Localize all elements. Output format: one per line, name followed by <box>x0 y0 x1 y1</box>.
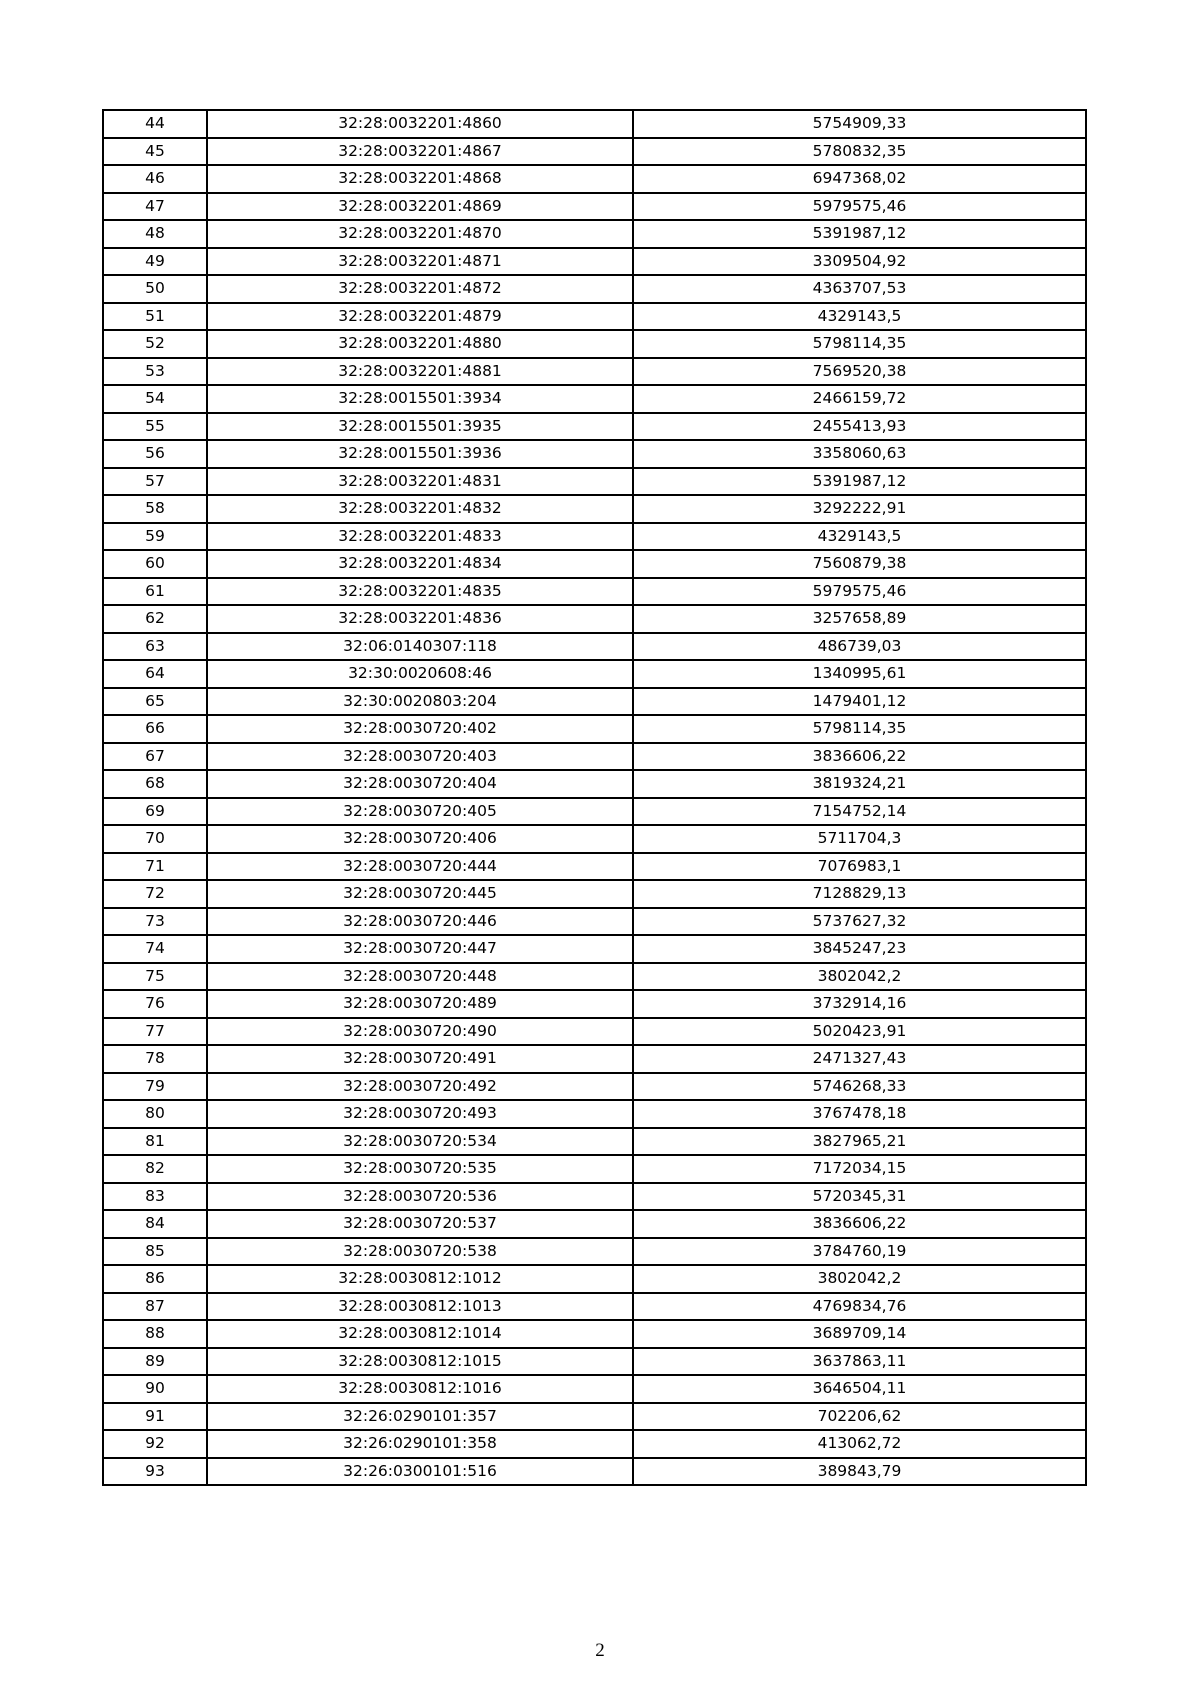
value-cell: 1340995,61 <box>633 660 1086 688</box>
value-cell: 7569520,38 <box>633 358 1086 386</box>
table-row <box>103 523 1086 551</box>
row-number-cell: 72 <box>103 880 207 908</box>
value-cell: 5780832,35 <box>633 138 1086 166</box>
cadastral-number-cell: 32:28:0030812:1014 <box>207 1320 633 1348</box>
row-number-cell: 53 <box>103 358 207 386</box>
table-row <box>103 633 1086 661</box>
cadastral-number-cell: 32:28:0015501:3936 <box>207 440 633 468</box>
value-cell: 4769834,76 <box>633 1293 1086 1321</box>
table-row <box>103 1265 1086 1293</box>
cadastral-number-cell: 32:28:0030812:1013 <box>207 1293 633 1321</box>
value-cell: 702206,62 <box>633 1403 1086 1431</box>
table-row <box>103 1403 1086 1431</box>
cadastral-number-cell: 32:28:0030720:534 <box>207 1128 633 1156</box>
table-row <box>103 990 1086 1018</box>
row-number-cell: 51 <box>103 303 207 331</box>
cadastral-number-cell: 32:30:0020803:204 <box>207 688 633 716</box>
row-number-cell: 45 <box>103 138 207 166</box>
value-cell: 5798114,35 <box>633 330 1086 358</box>
value-cell: 3802042,2 <box>633 1265 1086 1293</box>
table-row <box>103 715 1086 743</box>
row-number-cell: 46 <box>103 165 207 193</box>
table-row <box>103 330 1086 358</box>
row-number-cell: 57 <box>103 468 207 496</box>
cadastral-number-cell: 32:30:0020608:46 <box>207 660 633 688</box>
table-row <box>103 853 1086 881</box>
row-number-cell: 58 <box>103 495 207 523</box>
table-row <box>103 440 1086 468</box>
cadastral-number-cell: 32:28:0030720:446 <box>207 908 633 936</box>
value-cell: 3827965,21 <box>633 1128 1086 1156</box>
cadastral-number-cell: 32:28:0032201:4860 <box>207 110 633 138</box>
table-row <box>103 358 1086 386</box>
table-row <box>103 688 1086 716</box>
cadastral-number-cell: 32:28:0032201:4831 <box>207 468 633 496</box>
value-cell: 7172034,15 <box>633 1155 1086 1183</box>
row-number-cell: 79 <box>103 1073 207 1101</box>
value-cell: 2455413,93 <box>633 413 1086 441</box>
row-number-cell: 74 <box>103 935 207 963</box>
row-number-cell: 90 <box>103 1375 207 1403</box>
value-cell: 3637863,11 <box>633 1348 1086 1376</box>
cadastral-number-cell: 32:28:0030720:445 <box>207 880 633 908</box>
row-number-cell: 73 <box>103 908 207 936</box>
row-number-cell: 52 <box>103 330 207 358</box>
row-number-cell: 88 <box>103 1320 207 1348</box>
row-number-cell: 86 <box>103 1265 207 1293</box>
table-row <box>103 1073 1086 1101</box>
table-row <box>103 248 1086 276</box>
cadastral-number-cell: 32:28:0032201:4867 <box>207 138 633 166</box>
row-number-cell: 80 <box>103 1100 207 1128</box>
value-cell: 5746268,33 <box>633 1073 1086 1101</box>
value-cell: 3819324,21 <box>633 770 1086 798</box>
row-number-cell: 92 <box>103 1430 207 1458</box>
cadastral-number-cell: 32:06:0140307:118 <box>207 633 633 661</box>
value-cell: 7154752,14 <box>633 798 1086 826</box>
cadastral-number-cell: 32:28:0030720:537 <box>207 1210 633 1238</box>
cadastral-number-cell: 32:28:0032201:4868 <box>207 165 633 193</box>
row-number-cell: 55 <box>103 413 207 441</box>
cadastral-number-cell: 32:28:0030720:493 <box>207 1100 633 1128</box>
table-row <box>103 550 1086 578</box>
value-cell: 413062,72 <box>633 1430 1086 1458</box>
value-cell: 5711704,3 <box>633 825 1086 853</box>
cadastral-number-cell: 32:28:0030812:1016 <box>207 1375 633 1403</box>
value-cell: 3767478,18 <box>633 1100 1086 1128</box>
cadastral-number-cell: 32:28:0032201:4881 <box>207 358 633 386</box>
value-cell: 5720345,31 <box>633 1183 1086 1211</box>
value-cell: 3257658,89 <box>633 605 1086 633</box>
cadastral-number-cell: 32:28:0030720:402 <box>207 715 633 743</box>
value-cell: 3646504,11 <box>633 1375 1086 1403</box>
value-cell: 3732914,16 <box>633 990 1086 1018</box>
row-number-cell: 83 <box>103 1183 207 1211</box>
row-number-cell: 66 <box>103 715 207 743</box>
value-cell: 5798114,35 <box>633 715 1086 743</box>
cadastral-number-cell: 32:28:0032201:4870 <box>207 220 633 248</box>
value-cell: 3784760,19 <box>633 1238 1086 1266</box>
cadastral-number-cell: 32:28:0030720:447 <box>207 935 633 963</box>
table-row <box>103 880 1086 908</box>
value-cell: 389843,79 <box>633 1458 1086 1486</box>
table-row <box>103 165 1086 193</box>
row-number-cell: 61 <box>103 578 207 606</box>
value-cell: 5737627,32 <box>633 908 1086 936</box>
cadastral-number-cell: 32:26:0300101:516 <box>207 1458 633 1486</box>
cadastral-number-cell: 32:28:0032201:4872 <box>207 275 633 303</box>
cadastral-number-cell: 32:28:0030720:405 <box>207 798 633 826</box>
table-row <box>103 220 1086 248</box>
row-number-cell: 56 <box>103 440 207 468</box>
cadastral-number-cell: 32:28:0030720:489 <box>207 990 633 1018</box>
row-number-cell: 65 <box>103 688 207 716</box>
cadastral-number-cell: 32:28:0030720:492 <box>207 1073 633 1101</box>
table-row <box>103 935 1086 963</box>
row-number-cell: 77 <box>103 1018 207 1046</box>
cadastral-number-cell: 32:28:0032201:4836 <box>207 605 633 633</box>
table-row <box>103 468 1086 496</box>
value-cell: 5391987,12 <box>633 220 1086 248</box>
table-row <box>103 1183 1086 1211</box>
cadastral-number-cell: 32:28:0032201:4879 <box>207 303 633 331</box>
table-row <box>103 908 1086 936</box>
table-row <box>103 1458 1086 1486</box>
value-cell: 5020423,91 <box>633 1018 1086 1046</box>
cadastral-number-cell: 32:26:0290101:358 <box>207 1430 633 1458</box>
row-number-cell: 91 <box>103 1403 207 1431</box>
value-cell: 4329143,5 <box>633 523 1086 551</box>
cadastral-number-cell: 32:28:0032201:4832 <box>207 495 633 523</box>
row-number-cell: 48 <box>103 220 207 248</box>
table-row <box>103 825 1086 853</box>
cadastral-number-cell: 32:28:0030720:404 <box>207 770 633 798</box>
row-number-cell: 78 <box>103 1045 207 1073</box>
cadastral-number-cell: 32:28:0030720:536 <box>207 1183 633 1211</box>
row-number-cell: 82 <box>103 1155 207 1183</box>
table-row <box>103 193 1086 221</box>
value-cell: 5391987,12 <box>633 468 1086 496</box>
table-row <box>103 1210 1086 1238</box>
cadastral-number-cell: 32:28:0030812:1012 <box>207 1265 633 1293</box>
table-row <box>103 495 1086 523</box>
page-number: 2 <box>595 1640 605 1661</box>
value-cell: 7560879,38 <box>633 550 1086 578</box>
row-number-cell: 59 <box>103 523 207 551</box>
value-cell: 1479401,12 <box>633 688 1086 716</box>
row-number-cell: 64 <box>103 660 207 688</box>
table-row <box>103 385 1086 413</box>
table-row <box>103 1320 1086 1348</box>
table-row <box>103 1430 1086 1458</box>
row-number-cell: 67 <box>103 743 207 771</box>
value-cell: 4363707,53 <box>633 275 1086 303</box>
table-row <box>103 1128 1086 1156</box>
table-row <box>103 1100 1086 1128</box>
value-cell: 5979575,46 <box>633 193 1086 221</box>
value-cell: 4329143,5 <box>633 303 1086 331</box>
row-number-cell: 44 <box>103 110 207 138</box>
table-row <box>103 798 1086 826</box>
value-cell: 3689709,14 <box>633 1320 1086 1348</box>
cadastral-number-cell: 32:28:0030720:535 <box>207 1155 633 1183</box>
cadastral-number-cell: 32:28:0030812:1015 <box>207 1348 633 1376</box>
row-number-cell: 60 <box>103 550 207 578</box>
table-row <box>103 605 1086 633</box>
value-cell: 6947368,02 <box>633 165 1086 193</box>
row-number-cell: 63 <box>103 633 207 661</box>
table-row <box>103 770 1086 798</box>
table-row <box>103 1348 1086 1376</box>
cadastral-number-cell: 32:28:0032201:4871 <box>207 248 633 276</box>
cadastral-number-cell: 32:28:0030720:406 <box>207 825 633 853</box>
value-cell: 7076983,1 <box>633 853 1086 881</box>
cadastral-number-cell: 32:28:0030720:491 <box>207 1045 633 1073</box>
cadastral-number-cell: 32:28:0030720:403 <box>207 743 633 771</box>
row-number-cell: 93 <box>103 1458 207 1486</box>
table-row <box>103 275 1086 303</box>
row-number-cell: 71 <box>103 853 207 881</box>
table-body <box>103 110 1086 1485</box>
value-cell: 3845247,23 <box>633 935 1086 963</box>
table-row <box>103 138 1086 166</box>
row-number-cell: 87 <box>103 1293 207 1321</box>
row-number-cell: 75 <box>103 963 207 991</box>
value-cell: 5979575,46 <box>633 578 1086 606</box>
table-row <box>103 1045 1086 1073</box>
table-row <box>103 1155 1086 1183</box>
row-number-cell: 69 <box>103 798 207 826</box>
table-row <box>103 413 1086 441</box>
row-number-cell: 49 <box>103 248 207 276</box>
value-cell: 3802042,2 <box>633 963 1086 991</box>
table-row <box>103 1293 1086 1321</box>
cadastral-number-cell: 32:28:0032201:4834 <box>207 550 633 578</box>
cadastral-value-table <box>102 109 1087 1486</box>
row-number-cell: 70 <box>103 825 207 853</box>
cadastral-number-cell: 32:26:0290101:357 <box>207 1403 633 1431</box>
table-row <box>103 660 1086 688</box>
cadastral-number-cell: 32:28:0032201:4880 <box>207 330 633 358</box>
cadastral-number-cell: 32:28:0015501:3935 <box>207 413 633 441</box>
value-cell: 7128829,13 <box>633 880 1086 908</box>
row-number-cell: 68 <box>103 770 207 798</box>
row-number-cell: 85 <box>103 1238 207 1266</box>
cadastral-number-cell: 32:28:0030720:444 <box>207 853 633 881</box>
table-row <box>103 1018 1086 1046</box>
value-cell: 5754909,33 <box>633 110 1086 138</box>
row-number-cell: 76 <box>103 990 207 1018</box>
cadastral-number-cell: 32:28:0032201:4833 <box>207 523 633 551</box>
value-cell: 486739,03 <box>633 633 1086 661</box>
value-cell: 3309504,92 <box>633 248 1086 276</box>
table-row <box>103 1238 1086 1266</box>
table-row <box>103 110 1086 138</box>
value-cell: 3292222,91 <box>633 495 1086 523</box>
table-row <box>103 578 1086 606</box>
row-number-cell: 50 <box>103 275 207 303</box>
row-number-cell: 84 <box>103 1210 207 1238</box>
value-cell: 3836606,22 <box>633 1210 1086 1238</box>
table-row <box>103 1375 1086 1403</box>
cadastral-number-cell: 32:28:0030720:448 <box>207 963 633 991</box>
row-number-cell: 89 <box>103 1348 207 1376</box>
row-number-cell: 54 <box>103 385 207 413</box>
table-row <box>103 963 1086 991</box>
value-cell: 2471327,43 <box>633 1045 1086 1073</box>
value-cell: 3836606,22 <box>633 743 1086 771</box>
table-row <box>103 743 1086 771</box>
cadastral-number-cell: 32:28:0015501:3934 <box>207 385 633 413</box>
cadastral-number-cell: 32:28:0032201:4835 <box>207 578 633 606</box>
row-number-cell: 47 <box>103 193 207 221</box>
value-cell: 3358060,63 <box>633 440 1086 468</box>
cadastral-number-cell: 32:28:0030720:490 <box>207 1018 633 1046</box>
cadastral-number-cell: 32:28:0030720:538 <box>207 1238 633 1266</box>
cadastral-number-cell: 32:28:0032201:4869 <box>207 193 633 221</box>
value-cell: 2466159,72 <box>633 385 1086 413</box>
row-number-cell: 81 <box>103 1128 207 1156</box>
row-number-cell: 62 <box>103 605 207 633</box>
table-row <box>103 303 1086 331</box>
